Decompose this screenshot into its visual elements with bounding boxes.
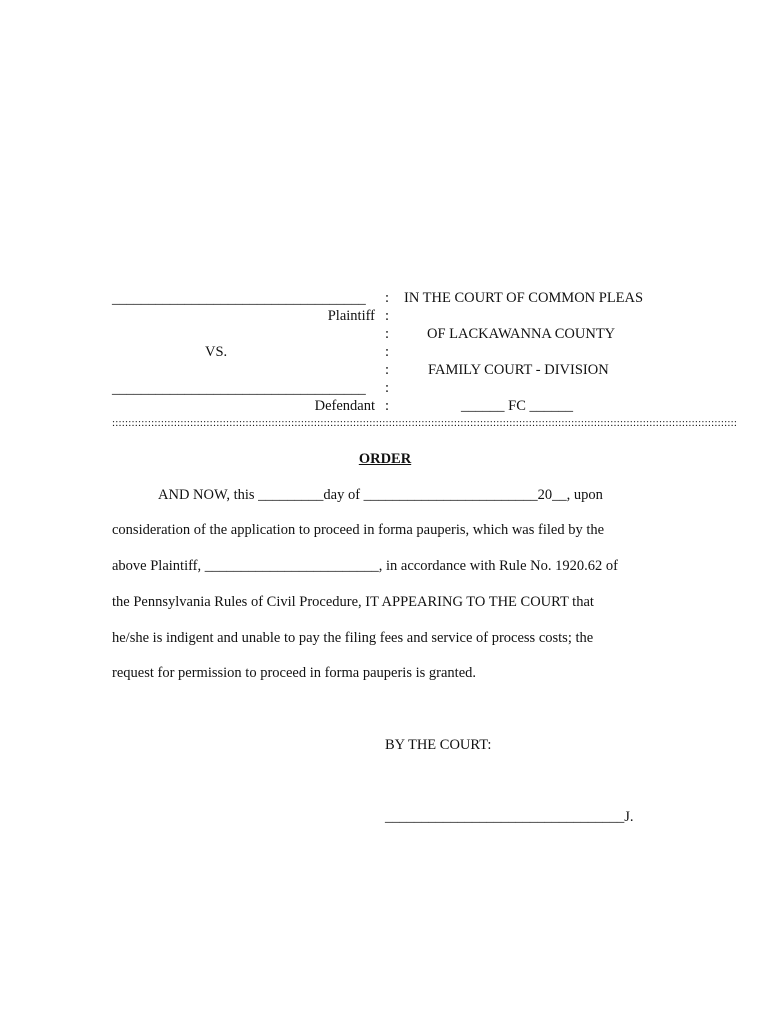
court-name-line2: OF LACKAWANNA COUNTY: [427, 326, 616, 342]
caption-colon: :: [385, 380, 390, 396]
by-the-court-label: BY THE COURT:: [385, 737, 492, 753]
plaintiff-label: Plaintiff: [327, 308, 375, 324]
order-title: ORDER: [358, 451, 412, 467]
defendant-label: Defendant: [314, 398, 375, 414]
case-number[interactable]: ______ FC ______: [461, 398, 573, 414]
order-line-2: consideration of the application to proceed in forma pauperis, which was filed by the: [112, 522, 605, 538]
caption-colon: :: [385, 344, 390, 360]
order-line-5: he/she is indigent and unable to pay the filing fees and service of process costs; the: [112, 630, 594, 646]
plaintiff-name-blank[interactable]: ___________________________________: [112, 291, 366, 307]
caption-separator: ::::::::::::::::::::::::::::::::::::::::::::::::::::::::::::::::::::::::::::::::::::::::::::::::::::::::::::::::::::::::::::::::::::::::::::::::::::::::::::::::::::::::::::::::::::::::::::::::: [112, 417, 738, 429]
order-line-1: AND NOW, this _________day of ________________________20__, upon: [158, 487, 603, 503]
defendant-name-blank[interactable]: ___________________________________: [112, 381, 366, 397]
caption-colon: :: [385, 362, 390, 378]
caption-colon: :: [385, 326, 390, 342]
caption-colon: :: [385, 398, 390, 414]
judge-signature-line[interactable]: _________________________________J.: [385, 809, 634, 825]
versus-label: VS.: [205, 344, 228, 360]
order-line-4: the Pennsylvania Rules of Civil Procedure, IT APPEARING TO THE COURT that: [112, 594, 594, 610]
caption-colon: :: [385, 308, 390, 324]
court-name-line1: IN THE COURT OF COMMON PLEAS: [404, 290, 644, 306]
order-line-3: above Plaintiff, ________________________, in accordance with Rule No. 1920.62 of: [112, 558, 618, 574]
order-line-6: request for permission to proceed in forma pauperis is granted.: [112, 665, 477, 681]
court-name-line3: FAMILY COURT - DIVISION: [428, 362, 609, 378]
caption-colon: :: [385, 290, 390, 306]
